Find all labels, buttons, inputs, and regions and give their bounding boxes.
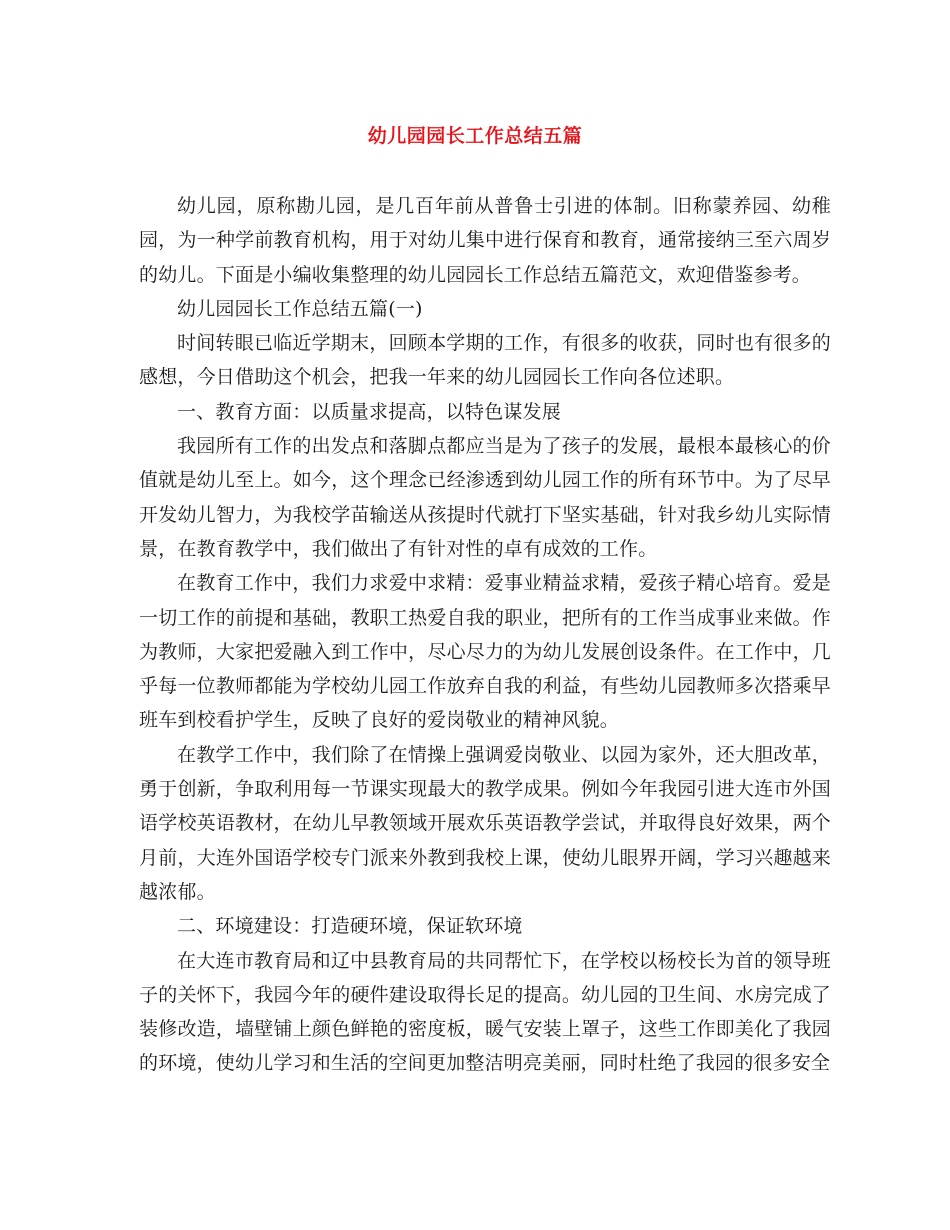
document-body	[139, 189, 831, 1081]
paragraph-review: 时间转眼已临近学期末，回顾本学期的工作，有很多的收获，同时也有很多的感想，今日借助这个机会，把我一年来的幼儿园园长工作向各位述职。	[139, 332, 831, 389]
paragraph-education-work: 在教育工作中，我们力求爱中求精：爱事业精益求精，爱孩子精心培育。爱是一切工作的前提和基础，教职工热爱自我的职业，把所有的工作当成事业来做。作为教师，大家把爱融入到工作中，尽心尽力的为幼儿发展创设条件。在工作中，几乎每一位教师都能为学校幼儿园工作放弃自我的利益，有些幼儿园教师多次搭乘早班车到校看护学生，反映了良好的爱岗敬业的精神风貌。	[139, 572, 831, 732]
document-title: 幼儿园园长工作总结五篇	[367, 125, 583, 147]
paragraph-intro: 幼儿园，原称勘儿园，是几百年前从普鲁士引进的体制。旧称蒙养园、幼稚园，为一种学前教育机构，用于对幼儿集中进行保育和教育，通常接纳三至六周岁的幼儿。下面是小编收集整理的幼儿园园长工作总结五篇范文，欢迎借鉴参考。	[139, 195, 831, 286]
paragraph-environment: 在大连市教育局和辽中县教育局的共同帮忙下，在学校以杨校长为首的领导班子的关怀下，我园今年的硬件建设取得长足的提高。幼儿园的卫生间、水房完成了装修改造，墙壁铺上颜色鲜艳的密度板，暖气安装上罩子，这些工作即美化了我园的环境，使幼儿学习和生活的空间更加整洁明亮美丽，同时杜绝了我园的很多安全	[139, 949, 831, 1075]
section-heading-environment: 二、环境建设：打造硬环境，保证软环境	[177, 915, 523, 938]
paragraph-education-value: 我园所有工作的出发点和落脚点都应当是为了孩子的发展，最根本最核心的价值就是幼儿至上。如今，这个理念已经渗透到幼儿园工作的所有环节中。为了尽早开发幼儿智力，为我校学苗输送从孩提时代就打下坚实基础，针对我乡幼儿实际情景，在教育教学中，我们做出了有针对性的卓有成效的工作。	[139, 435, 831, 560]
paragraph-teaching-work: 在教学工作中，我们除了在情操上强调爱岗敬业、以园为家外，还大胆改革，勇于创新，争取利用每一节课实现最大的教学成果。例如今年我园引进大连市外国语学校英语教材，在幼儿早教领域开展欢乐英语教学尝试，并取得良好效果，两个月前，大连外国语学校专门派来外教到我校上课，使幼儿眼界开阔，学习兴趣越来越浓郁。	[139, 743, 831, 903]
section-heading-education: 一、教育方面：以质量求提高，以特色谋发展	[177, 400, 562, 423]
section-heading-part-one: 幼儿园园长工作总结五篇(一)	[177, 297, 423, 320]
